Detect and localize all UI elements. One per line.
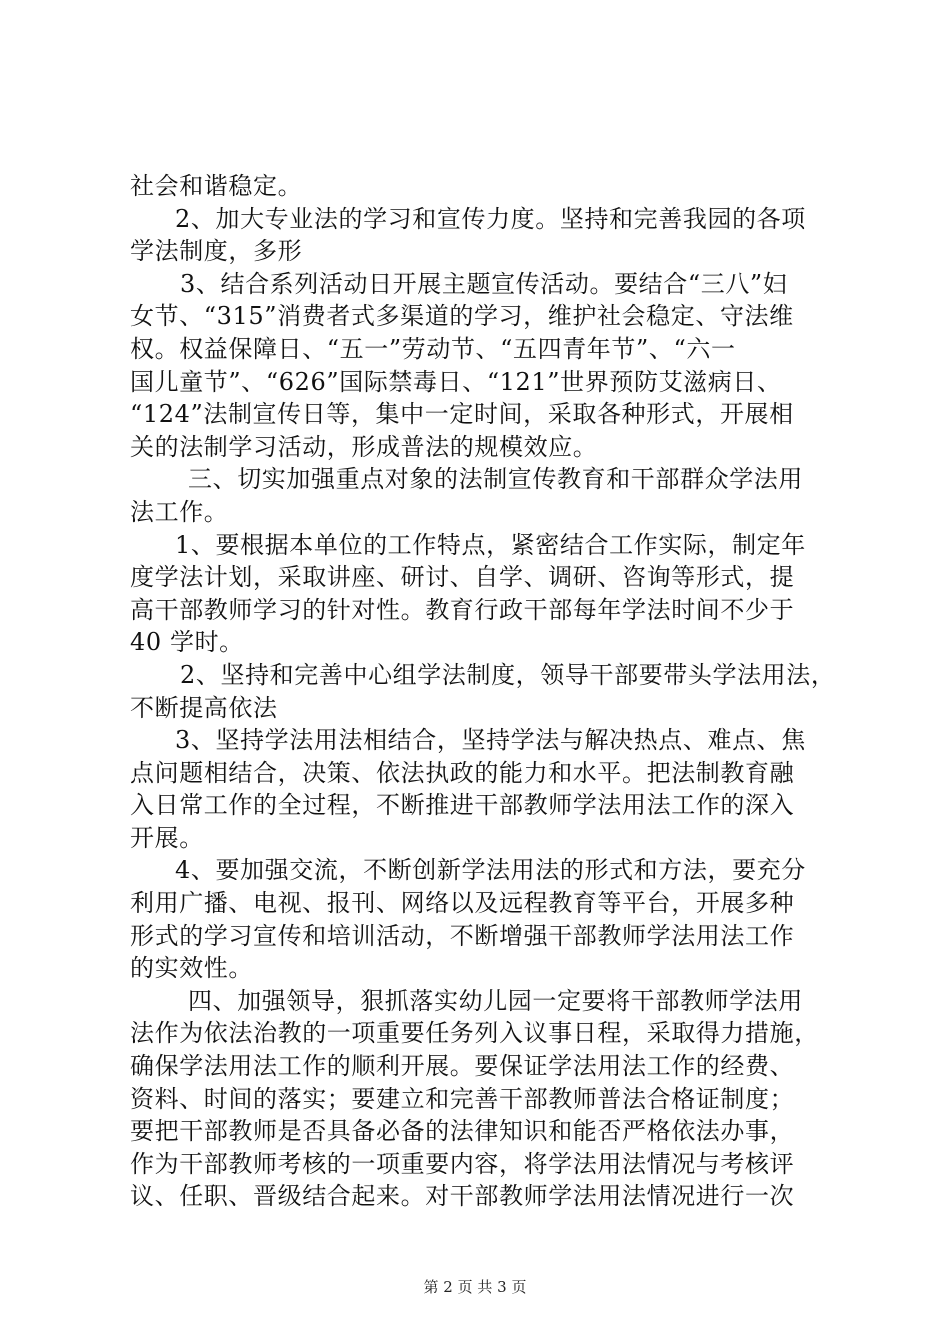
- text-line: 2、加大专业法的学习和宣传力度。坚持和完善我园的各项: [175, 204, 806, 233]
- text-line: 国儿童节”、“626”国际禁毒日、“121”世界预防艾滋病日、: [130, 367, 782, 396]
- section-heading-line: 四、加强领导，狠抓落实幼儿园一定要将干部教师学法用: [188, 986, 803, 1015]
- text-line: 要把干部教师是否具备必备的法律知识和能否严格依法办事，: [130, 1117, 795, 1146]
- text-line: 入日常工作的全过程，不断推进干部教师学法用法工作的深入: [130, 791, 795, 820]
- text-line: 点问题相结合，决策、依法执政的能力和水平。把法制教育融: [130, 758, 795, 787]
- text-line: 议、任职、晋级结合起来。对干部教师学法用法情况进行一次: [130, 1182, 795, 1211]
- document-body: [130, 170, 836, 1213]
- text-line: 作为干部教师考核的一项重要内容，将学法用法情况与考核评: [130, 1149, 795, 1178]
- text-line: 法作为依法治教的一项重要任务列入议事日程，采取得力措施，: [130, 1019, 819, 1048]
- text-line: 3、坚持学法用法相结合，坚持学法与解决热点、难点、焦: [175, 726, 806, 755]
- text-line: 4、要加强交流，不断创新学法用法的形式和方法，要充分: [175, 856, 806, 885]
- text-line: 形式的学习宣传和培训活动，不断增强干部教师学法用法工作: [130, 921, 795, 950]
- text-line: 不断提高依法: [130, 693, 278, 722]
- text-line: 1、要根据本单位的工作特点，紧密结合工作实际，制定年: [175, 530, 806, 559]
- page-number-footer: 第 2 页 共 3 页: [423, 1278, 527, 1296]
- text-line: 高干部教师学习的针对性。教育行政干部每年学法时间不少于: [130, 595, 795, 624]
- text-line: “124”法制宣传日等，集中一定时间，采取各种形式，开展相: [130, 400, 794, 429]
- section-heading-line: 三、切实加强重点对象的法制宣传教育和干部群众学法用: [188, 465, 803, 494]
- text-line: 权。权益保障日、“五一”劳动节、“五四青年节”、“六一: [130, 334, 736, 363]
- text-line: 社会和谐稳定。: [130, 172, 303, 200]
- text-line: 开展。: [130, 823, 204, 852]
- text-line: 女节、“315”消费者式多渠道的学习，维护社会稳定、守法维: [130, 302, 794, 331]
- text-line: 利用广播、电视、报刊、网络以及远程教育等平台，开展多种: [130, 889, 795, 918]
- text-line: 学法制度，多形: [130, 237, 303, 266]
- text-line: 度学法计划，采取讲座、研讨、自学、调研、咨询等形式，提: [130, 563, 795, 592]
- text-line: 的实效性。: [130, 954, 253, 983]
- text-line: 2、坚持和完善中心组学法制度，领导干部要带头学法用法，: [180, 660, 836, 689]
- text-line: 确保学法用法工作的顺利开展。要保证学法用法工作的经费、: [130, 1052, 795, 1081]
- text-line: 法工作。: [130, 497, 229, 526]
- text-line: 资料、时间的落实；要建立和完善干部教师普法合格证制度；: [130, 1084, 795, 1113]
- text-line: 40 学时。: [130, 628, 244, 657]
- text-line: 关的法制学习活动，形成普法的规模效应。: [130, 432, 598, 461]
- text-line: 3、结合系列活动日开展主题宣传活动。要结合“三八”妇: [180, 269, 788, 298]
